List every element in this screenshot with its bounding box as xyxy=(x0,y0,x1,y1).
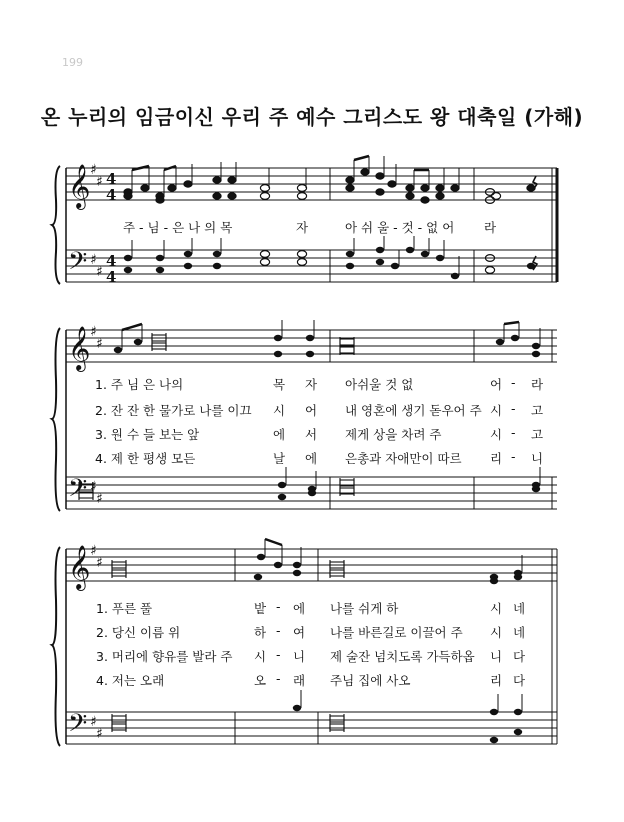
verse-text: 고 xyxy=(531,403,544,418)
verse-text: 나를 바른길로 이끌어 주 xyxy=(330,625,463,640)
page-number: 199 xyxy=(62,56,83,69)
time-signature-numerator: 4 xyxy=(106,170,117,188)
svg-text:♯: ♯ xyxy=(90,543,97,559)
verse-text: 제 술잔 넘치도록 가득하옵 xyxy=(330,649,475,664)
verse-text: 제게 상을 차려 주 xyxy=(345,427,442,442)
system3-treble-notes xyxy=(254,554,522,584)
verse-text: 니 xyxy=(490,649,503,664)
verse-text: 리 xyxy=(490,673,503,688)
verse-text: 에 xyxy=(293,601,306,616)
verse-text: 여 xyxy=(293,625,306,640)
system1-lyric-4: 라 xyxy=(484,220,497,235)
svg-text:♯: ♯ xyxy=(90,324,97,340)
verse-text: 시 xyxy=(490,427,503,442)
verse-text: 4. 제 한 평생 모든 xyxy=(95,451,196,466)
verse-text: 1. 주 님 은 나의 xyxy=(95,377,184,392)
treble-clef-icon: 𝄞 xyxy=(68,326,91,370)
verse-text: - xyxy=(511,375,516,390)
verse-text: 니 xyxy=(531,451,544,466)
verse-text: 시 xyxy=(490,403,503,418)
verse-text: - xyxy=(276,671,281,686)
verse-text: 2. 잔 잔 한 물가로 나를 이끄 xyxy=(95,403,252,418)
verse-text: 다 xyxy=(513,649,526,664)
system3-treble-staff xyxy=(66,549,557,581)
verse-text: 어 xyxy=(305,403,318,418)
bass-clef-icon: 𝄢 xyxy=(68,709,88,744)
verse-text: 하 xyxy=(254,625,267,640)
svg-text:♯: ♯ xyxy=(90,714,97,730)
verse-text: - xyxy=(276,599,281,614)
verse-text: 시 xyxy=(490,601,503,616)
svg-text:♯: ♯ xyxy=(96,336,103,352)
sharp-icon: ♯ xyxy=(96,264,103,280)
verse-text: 2. 당신 이름 위 xyxy=(96,625,181,640)
time-signature-denominator: 4 xyxy=(106,186,117,204)
system3-breve-chords xyxy=(112,560,344,732)
verse-text: 나를 쉬게 하 xyxy=(330,601,399,616)
treble-clef-icon: 𝄞 xyxy=(68,164,91,208)
verse-text: 날 xyxy=(273,451,286,466)
svg-text:4: 4 xyxy=(106,252,117,270)
verse-text: 내 영혼에 생기 돋우어 주 xyxy=(345,403,482,418)
verse-text: 오 xyxy=(254,673,267,688)
verse-text: 리 xyxy=(490,451,503,466)
verse-text: - xyxy=(511,449,516,464)
verse-text: 4. 저는 오래 xyxy=(96,673,165,688)
bass-clef-icon: 𝄢 xyxy=(68,247,88,282)
svg-text:♯: ♯ xyxy=(96,491,103,507)
sharp-icon: ♯ xyxy=(96,174,103,190)
verse-text: 3. 머리에 향유를 발라 주 xyxy=(96,649,233,664)
verse-text: 밭 xyxy=(254,601,267,616)
svg-text:♯: ♯ xyxy=(96,726,103,742)
system1-lyric-2: 자 xyxy=(296,220,309,235)
verse-text: 시 xyxy=(490,625,503,640)
verse-text: 네 xyxy=(513,625,526,640)
verse-text: 에 xyxy=(305,451,318,466)
verse-text: 3. 원 수 들 보는 앞 xyxy=(95,427,200,442)
verse-text: 다 xyxy=(513,673,526,688)
verse-text: - xyxy=(276,623,281,638)
svg-text:♯: ♯ xyxy=(96,555,103,571)
verse-text: 시 xyxy=(254,649,267,664)
verse-text: 아쉬울 것 없 xyxy=(345,377,414,392)
svg-text:♯: ♯ xyxy=(90,479,97,495)
treble-clef-icon: 𝄞 xyxy=(68,545,91,589)
sharp-icon: ♯ xyxy=(90,162,97,178)
bass-clef-icon: 𝄢 xyxy=(68,474,88,509)
verse-text: 네 xyxy=(513,601,526,616)
verse-text: 1. 푸른 풀 xyxy=(96,601,153,616)
page-title: 온 누리의 임금이신 우리 주 예수 그리스도 왕 대축일 (가해) xyxy=(40,105,584,129)
verse-text: 래 xyxy=(293,673,306,688)
system3-bass-staff xyxy=(66,712,557,744)
verse-text: 에 xyxy=(273,427,286,442)
verse-text: 서 xyxy=(305,427,318,442)
verse-text: - xyxy=(276,647,281,662)
verse-text: 라 xyxy=(531,377,544,392)
verse-text: - xyxy=(511,425,516,440)
verse-text: 목 xyxy=(273,377,286,392)
verse-text: - xyxy=(511,401,516,416)
svg-text:4: 4 xyxy=(106,268,117,286)
verse-text: 은총과 자애만이 따르 xyxy=(345,451,462,466)
verse-text: 니 xyxy=(293,649,306,664)
system3-bass-notes xyxy=(293,705,522,743)
verse-text: 시 xyxy=(273,403,286,418)
system1-lyric-1: 주 - 님 - 은 나 의 목 xyxy=(123,220,233,235)
verse-text: 주님 집에 사오 xyxy=(330,673,411,688)
verse-text: 자 xyxy=(305,377,318,392)
sharp-icon: ♯ xyxy=(90,252,97,268)
system2-treble-staff xyxy=(66,330,557,362)
system1-lyric-3: 아 쉬 울 - 것 - 없 어 xyxy=(345,220,455,235)
verse-text: 고 xyxy=(531,427,544,442)
system1-treble-staff xyxy=(66,168,557,200)
system1-bass-staff xyxy=(66,250,557,282)
verse-text: 어 xyxy=(490,377,503,392)
